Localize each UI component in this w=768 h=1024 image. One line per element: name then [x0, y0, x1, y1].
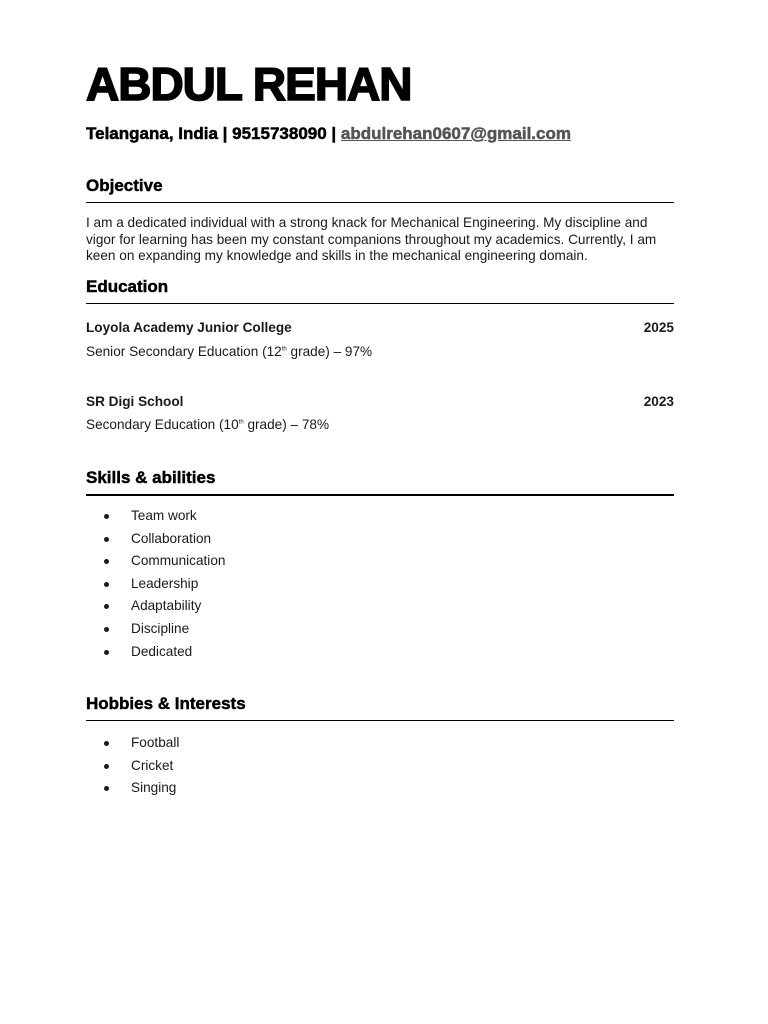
skill-label: Dedicated: [131, 643, 193, 659]
bullet-icon: [104, 741, 109, 746]
skill-label: Communication: [131, 553, 226, 569]
graduation-year: 2023: [643, 394, 674, 409]
list-item: [86, 573, 225, 596]
hobbies-heading: Hobbies & Interests: [86, 693, 674, 721]
list-item: [86, 528, 225, 551]
objective-heading: Objective: [86, 175, 674, 203]
bullet-icon: [104, 514, 109, 519]
email-link[interactable]: abdulrehan0607@gmail.com: [340, 124, 571, 143]
bullet-icon: [104, 559, 109, 564]
education-entry-school-row: [86, 319, 674, 337]
list-item: [86, 550, 225, 573]
education-entry-school-row: [86, 393, 674, 411]
bullet-icon: [104, 764, 109, 769]
hobby-label: Football: [131, 735, 180, 750]
bullet-icon: [104, 627, 109, 632]
list-item: [86, 755, 179, 778]
list-item: [86, 777, 179, 800]
hobbies-list: [86, 732, 179, 800]
bullet-icon: [104, 786, 109, 791]
hobby-label: Cricket: [131, 757, 174, 773]
education-level: [86, 416, 329, 434]
list-item: [86, 641, 225, 664]
education-level-text: Senior Secondary Education (12: [86, 344, 282, 359]
contact-line: [86, 122, 571, 146]
education-level: [86, 343, 372, 361]
education-heading: Education: [86, 276, 674, 304]
objective-text: I am a dedicated individual with a strong knack for Mechanical Engineering. My discipline and vigor for learning has been my constant companions throughout my academics. Currently, I am keen on expanding my knowledge and skills in the mechanical engineering domain.: [86, 215, 657, 264]
list-item: [86, 505, 225, 528]
list-item: [86, 732, 179, 755]
graduation-year: 2025: [643, 320, 674, 335]
education-level-text: Secondary Education (10: [86, 417, 239, 432]
hobby-label: Singing: [131, 780, 177, 796]
education-level-score: grade) – 78%: [243, 417, 330, 432]
education-level-suffix-sup: th: [281, 346, 287, 353]
skill-label: Collaboration: [131, 530, 212, 546]
bullet-icon: [104, 650, 109, 655]
skills-heading: Skills & abilities: [86, 467, 674, 496]
skill-label: Team work: [131, 508, 197, 523]
school-name: SR Digi School: [86, 394, 184, 409]
bullet-icon: [104, 582, 109, 587]
education-level-score: grade) – 97%: [286, 344, 373, 359]
skill-label: Discipline: [131, 620, 190, 636]
list-item: [86, 595, 225, 618]
list-item: [86, 618, 225, 641]
skill-label: Leadership: [131, 575, 199, 591]
bullet-icon: [104, 604, 109, 609]
school-name: Loyola Academy Junior College: [86, 320, 292, 335]
location-phone: Telangana, India | 9515738090 |: [86, 124, 341, 143]
candidate-name: ABDUL REHAN: [86, 58, 412, 110]
bullet-icon: [104, 537, 109, 542]
skill-label: Adaptability: [131, 598, 202, 614]
education-level-suffix-sup: th: [238, 419, 244, 426]
skills-list: [86, 505, 225, 663]
